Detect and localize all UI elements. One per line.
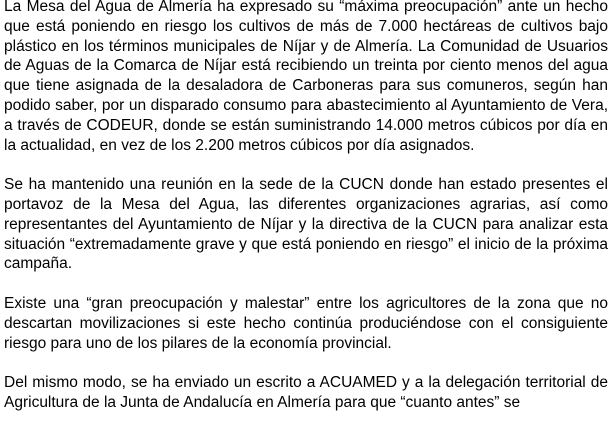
document-body — [4, 0, 608, 433]
paragraph-1: La Mesa del Agua de Almería ha expresado su “máxima preocupación” ante un hecho que está poniendo en riesgo los cultivos de más de 7.000 hectáreas de cultivos bajo plástico en los términos municipales de Níjar y de Almería. La Comunidad de Usuarios de Aguas de la Comarca de Níjar está recibiendo un treinta por ciento menos del agua que tiene asignada de la desaladora de Carboneras para sus comuneros, según han podido saber, por un disparado consumo para abastecimiento al Ayuntamiento de Vera, a través de CODEUR, donde se están suministrando 14.000 metros cúbicos por día en la actualidad, en vez de los 2.200 metros cúbicos por día asignados. — [4, 0, 608, 154]
paragraph-4: Del mismo modo, se ha enviado un escrito a ACUAMED y a la delegación territorial de Agricultura de la Junta de Andalucía en Almería para que “cuanto antes” se — [4, 374, 608, 411]
paragraph-2: Se ha mantenido una reunión en la sede de la CUCN donde han estado presentes el portavoz de la Mesa del Agua, las diferentes organizaciones agrarias, así como representantes del Ayuntamiento de Níjar y la directiva de la CUCN para analizar esta situación “extremadamente grave y que está poniendo en riesgo” el inicio de la próxima campaña. — [4, 176, 608, 273]
paragraph-3: Existe una “gran preocupación y malestar” entre los agricultores de la zona que no descartan movilizaciones si este hecho continúa produciéndose con el consiguiente riesgo para uno de los pilares de la economía provincial. — [4, 294, 608, 352]
